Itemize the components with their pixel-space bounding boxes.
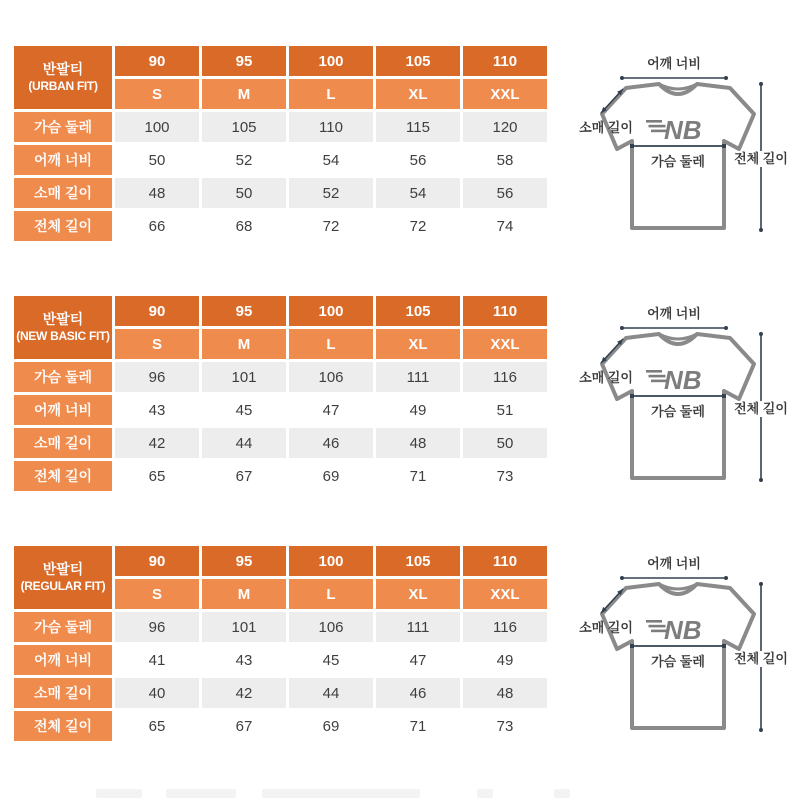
- measure-value: 74: [463, 211, 547, 241]
- dimension-endpoint: [759, 478, 763, 482]
- measure-value: 50: [463, 428, 547, 458]
- size-table-regular-fit: [14, 546, 547, 741]
- size-letter-cell: M: [202, 79, 286, 109]
- measure-value: 115: [376, 112, 460, 142]
- measure-value: 49: [376, 395, 460, 425]
- cropped-text-remnant: [262, 789, 420, 798]
- size-letter-cell: XXL: [463, 79, 547, 109]
- fit-title: [14, 296, 112, 359]
- measure-value: 44: [289, 678, 373, 708]
- total-length-label: 전체 길이: [734, 401, 788, 416]
- measure-value: 45: [289, 645, 373, 675]
- measure-value: 50: [202, 178, 286, 208]
- measure-value: 101: [202, 362, 286, 392]
- measure-value: 96: [115, 362, 199, 392]
- measure-value: 72: [289, 211, 373, 241]
- measure-label-sleeve: 소매 길이: [14, 428, 112, 458]
- measure-value: 69: [289, 711, 373, 741]
- size-code-cell: 100: [289, 296, 373, 326]
- measure-value: 68: [202, 211, 286, 241]
- measure-value: 54: [289, 145, 373, 175]
- measure-value: 58: [463, 145, 547, 175]
- size-code-cell: 90: [115, 46, 199, 76]
- dimension-endpoint: [630, 144, 634, 148]
- shoulder-width-label: 어깨 너비: [647, 556, 701, 571]
- measure-value: 51: [463, 395, 547, 425]
- measure-value: 54: [376, 178, 460, 208]
- measure-value: 46: [289, 428, 373, 458]
- size-code-cell: 105: [376, 296, 460, 326]
- measure-label-chest: 가슴 둘레: [14, 362, 112, 392]
- svg-text:NB: NB: [664, 365, 702, 395]
- dimension-endpoint: [620, 576, 624, 580]
- measure-value: 67: [202, 461, 286, 491]
- sleeve-length-label: 소매 길이: [579, 620, 633, 635]
- measure-value: 72: [376, 211, 460, 241]
- size-code-cell: 95: [202, 46, 286, 76]
- dimension-endpoint: [630, 394, 634, 398]
- dimension-endpoint: [722, 644, 726, 648]
- dimension-endpoint: [759, 82, 763, 86]
- svg-text:NB: NB: [664, 615, 702, 645]
- size-letter-cell: M: [202, 329, 286, 359]
- chest-label: 가슴 둘레: [651, 404, 705, 419]
- chest-label: 가슴 둘레: [651, 654, 705, 669]
- measure-label-shoulder: 어깨 너비: [14, 395, 112, 425]
- size-code-cell: 90: [115, 546, 199, 576]
- size-letter-cell: M: [202, 579, 286, 609]
- measure-label-length: 전체 길이: [14, 711, 112, 741]
- fit-title-product: 반팔티: [42, 61, 84, 78]
- size-letter-cell: S: [115, 329, 199, 359]
- measure-value: 110: [289, 112, 373, 142]
- size-letter-cell: XL: [376, 329, 460, 359]
- measure-value: 65: [115, 711, 199, 741]
- measure-value: 96: [115, 612, 199, 642]
- measure-label-shoulder: 어깨 너비: [14, 645, 112, 675]
- dimension-endpoint: [630, 644, 634, 648]
- cropped-text-remnant: [477, 789, 493, 798]
- size-letter-cell: S: [115, 79, 199, 109]
- tshirt-measure-diagram: [570, 50, 800, 250]
- measure-value: 56: [463, 178, 547, 208]
- size-letter-cell: S: [115, 579, 199, 609]
- measure-value: 71: [376, 461, 460, 491]
- cropped-text-remnant: [166, 789, 236, 798]
- measure-label-length: 전체 길이: [14, 211, 112, 241]
- shoulder-width-label: 어깨 너비: [647, 306, 701, 321]
- measure-value: 73: [463, 711, 547, 741]
- total-length-label: 전체 길이: [734, 151, 788, 166]
- measure-value: 48: [463, 678, 547, 708]
- fit-title-fit: (REGULAR FIT): [20, 578, 106, 593]
- measure-value: 111: [376, 362, 460, 392]
- measure-value: 106: [289, 612, 373, 642]
- size-table-new-basic-fit: [14, 296, 547, 491]
- measure-value: 66: [115, 211, 199, 241]
- tshirt-measure-diagram: [570, 550, 800, 750]
- measure-value: 101: [202, 612, 286, 642]
- measure-value: 43: [202, 645, 286, 675]
- dimension-endpoint: [759, 728, 763, 732]
- size-letter-cell: XXL: [463, 579, 547, 609]
- measure-value: 47: [289, 395, 373, 425]
- measure-value: 43: [115, 395, 199, 425]
- size-letter-cell: L: [289, 79, 373, 109]
- measure-value: 50: [115, 145, 199, 175]
- measure-value: 49: [463, 645, 547, 675]
- svg-text:NB: NB: [664, 115, 702, 145]
- sleeve-length-label: 소매 길이: [579, 370, 633, 385]
- dimension-endpoint: [722, 394, 726, 398]
- measure-label-length: 전체 길이: [14, 461, 112, 491]
- size-code-cell: 100: [289, 46, 373, 76]
- measure-value: 67: [202, 711, 286, 741]
- sleeve-length-label: 소매 길이: [579, 120, 633, 135]
- size-code-cell: 90: [115, 296, 199, 326]
- dimension-endpoint: [724, 76, 728, 80]
- dimension-endpoint: [620, 326, 624, 330]
- fit-title-fit: (URBAN FIT): [28, 78, 98, 93]
- size-code-cell: 110: [463, 546, 547, 576]
- dimension-endpoint: [759, 228, 763, 232]
- measure-value: 65: [115, 461, 199, 491]
- dimension-endpoint: [759, 582, 763, 586]
- measure-value: 48: [376, 428, 460, 458]
- measure-label-sleeve: 소매 길이: [14, 678, 112, 708]
- size-code-cell: 95: [202, 546, 286, 576]
- fit-title: [14, 46, 112, 109]
- measure-value: 52: [202, 145, 286, 175]
- fit-title-product: 반팔티: [42, 311, 84, 328]
- fit-title-fit: (NEW BASIC FIT): [16, 328, 110, 343]
- measure-value: 71: [376, 711, 460, 741]
- tshirt-measure-diagram: [570, 300, 800, 500]
- measure-value: 56: [376, 145, 460, 175]
- measure-value: 46: [376, 678, 460, 708]
- measure-value: 40: [115, 678, 199, 708]
- fit-title-product: 반팔티: [42, 561, 84, 578]
- size-letter-cell: L: [289, 579, 373, 609]
- measure-label-sleeve: 소매 길이: [14, 178, 112, 208]
- measure-value: 44: [202, 428, 286, 458]
- measure-value: 100: [115, 112, 199, 142]
- measure-label-chest: 가슴 둘레: [14, 112, 112, 142]
- size-code-cell: 105: [376, 546, 460, 576]
- measure-value: 52: [289, 178, 373, 208]
- measure-value: 116: [463, 612, 547, 642]
- measure-value: 105: [202, 112, 286, 142]
- cropped-text-remnant: [554, 789, 570, 798]
- measure-value: 45: [202, 395, 286, 425]
- cropped-text-remnant: [96, 789, 142, 798]
- size-code-cell: 100: [289, 546, 373, 576]
- chest-label: 가슴 둘레: [651, 154, 705, 169]
- size-code-cell: 110: [463, 46, 547, 76]
- size-letter-cell: L: [289, 329, 373, 359]
- fit-title: [14, 546, 112, 609]
- size-letter-cell: XL: [376, 79, 460, 109]
- size-code-cell: 110: [463, 296, 547, 326]
- total-length-label: 전체 길이: [734, 651, 788, 666]
- measure-label-shoulder: 어깨 너비: [14, 145, 112, 175]
- measure-value: 69: [289, 461, 373, 491]
- measure-value: 120: [463, 112, 547, 142]
- measure-value: 42: [202, 678, 286, 708]
- measure-value: 73: [463, 461, 547, 491]
- shoulder-width-label: 어깨 너비: [647, 56, 701, 71]
- size-code-cell: 95: [202, 296, 286, 326]
- dimension-endpoint: [724, 576, 728, 580]
- measure-value: 116: [463, 362, 547, 392]
- measure-value: 42: [115, 428, 199, 458]
- size-letter-cell: XL: [376, 579, 460, 609]
- measure-value: 106: [289, 362, 373, 392]
- measure-value: 47: [376, 645, 460, 675]
- size-letter-cell: XXL: [463, 329, 547, 359]
- measure-label-chest: 가슴 둘레: [14, 612, 112, 642]
- measure-value: 41: [115, 645, 199, 675]
- dimension-endpoint: [722, 144, 726, 148]
- dimension-endpoint: [759, 332, 763, 336]
- dimension-endpoint: [620, 76, 624, 80]
- dimension-endpoint: [724, 326, 728, 330]
- measure-value: 48: [115, 178, 199, 208]
- measure-value: 111: [376, 612, 460, 642]
- size-table-urban-fit: [14, 46, 547, 241]
- size-code-cell: 105: [376, 46, 460, 76]
